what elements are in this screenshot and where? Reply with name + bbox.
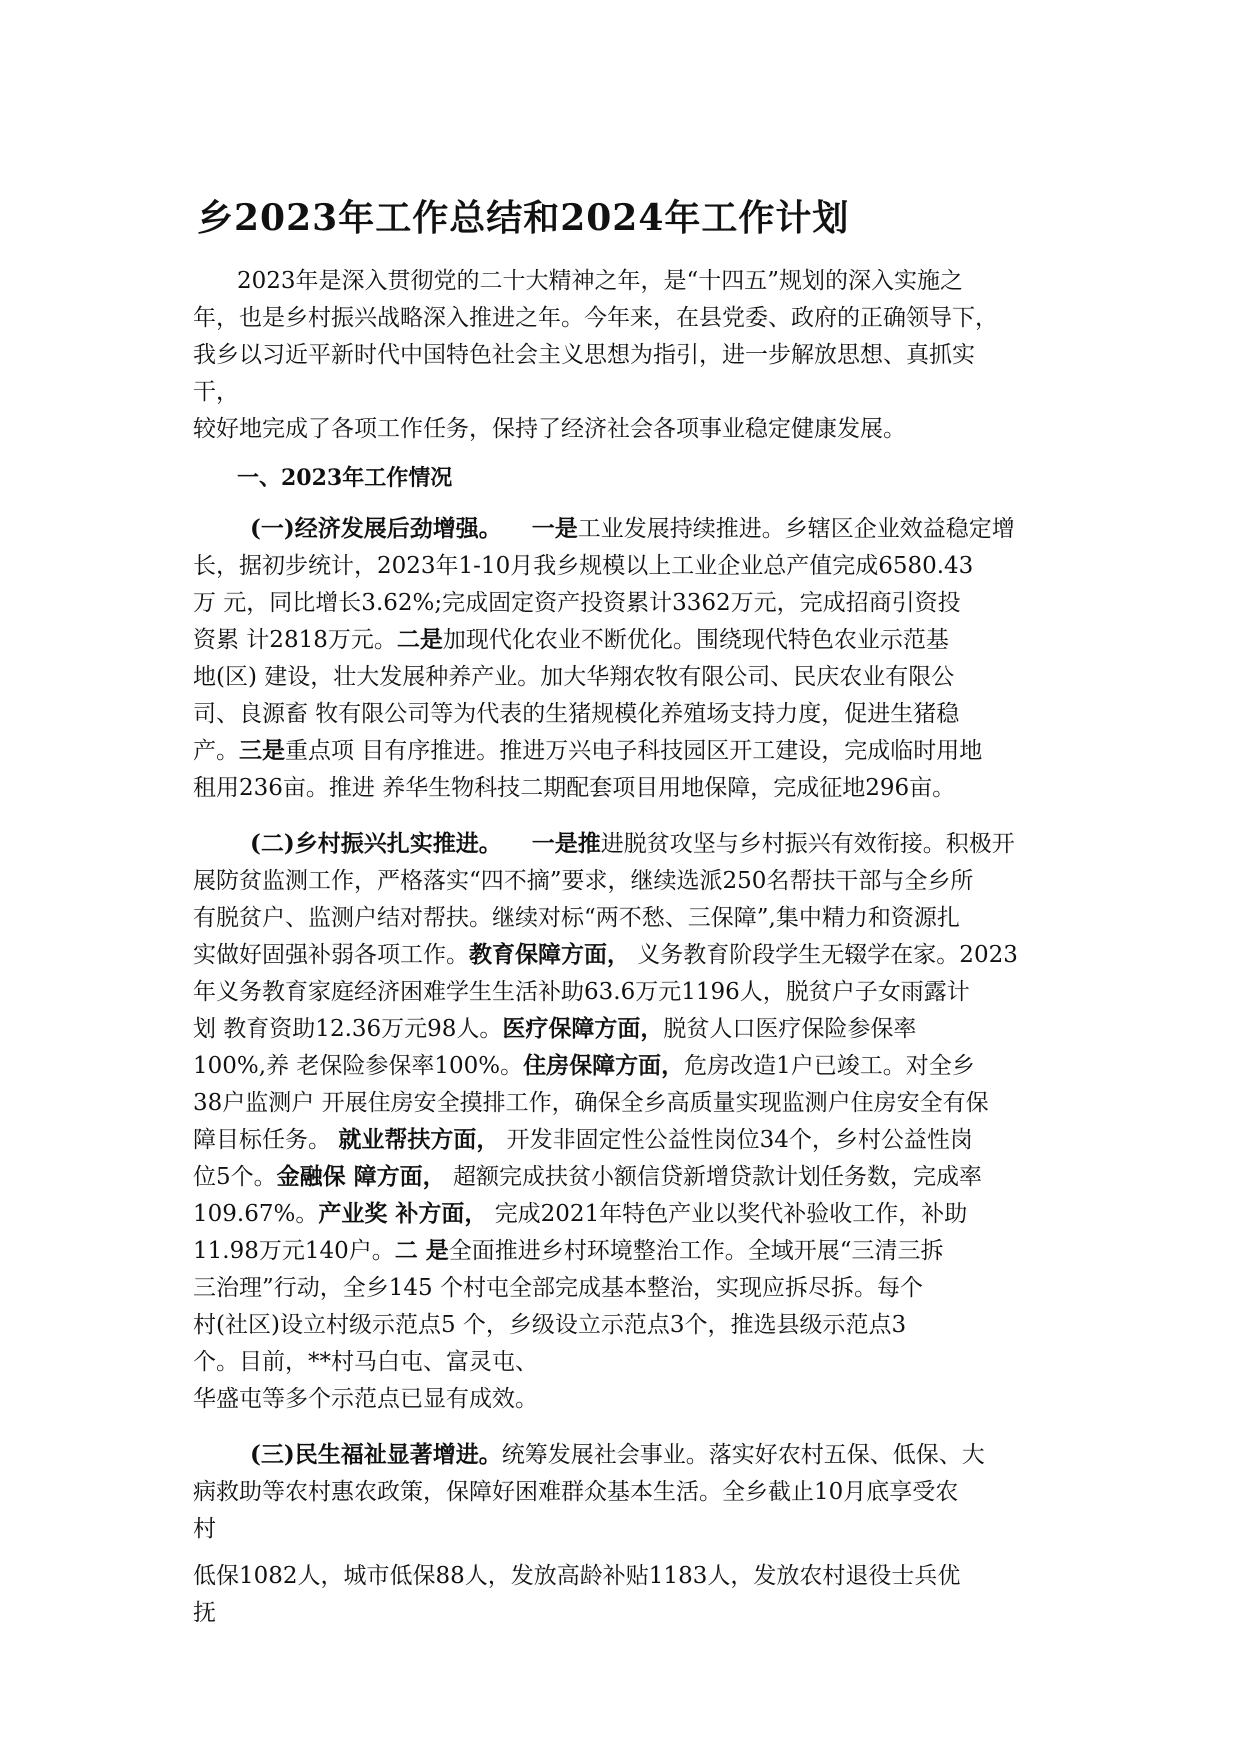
paragraph-text: 进脱贫攻坚与乡村振兴有效衔接。积极开 bbox=[600, 831, 1015, 857]
paragraph-text: 加现代化农业不断优化。围绕现代特色农业示范基 bbox=[442, 627, 949, 653]
paragraph-text: 完成2021年特色产业以奖代补验收工作，补助 bbox=[487, 1201, 968, 1227]
paragraph-text: 危房改造1户已竣工。对全乡 bbox=[684, 1053, 975, 1079]
paragraph-line: 地(区) 建设，壮大发展种养产业。加大华翔农牧有限公司、民庆农业有限公 bbox=[193, 664, 955, 690]
section-heading: 一、2023年工作情况 bbox=[237, 465, 453, 491]
intro-line: 我乡以习近平新时代中国特色社会主义思想为指引，进一步解放思想、真抓实 bbox=[193, 342, 975, 368]
paragraph-line: 三治理”行动，全乡145 个村屯全部完成基本整治，实现应拆尽拆。每个 bbox=[193, 1275, 923, 1301]
paragraph-line: 长，据初步统计，2023年1-10月我乡规模以上工业企业总产值完成6580.43 bbox=[193, 553, 974, 579]
paragraph-line bbox=[250, 1440, 985, 1470]
paragraph-line: 司、良源畜 牧有限公司等为代表的生猪规模化养殖场支持力度，促进生猪稳 bbox=[193, 701, 960, 727]
paragraph-line: 个。目前，**村马白屯、富灵屯、 bbox=[193, 1349, 538, 1375]
paragraph-text: 超额完成扶贫小额信贷新增贷款计划任务数，完成率 bbox=[445, 1164, 982, 1190]
keyword: 教育保障方面， bbox=[469, 941, 630, 968]
paragraph-line bbox=[193, 736, 982, 766]
subsection-heading: (三)民生福祉显著增进。 bbox=[250, 1441, 502, 1468]
paragraph-line: 年义务教育家庭经济困难学生生活补助63.6万元1196人，脱贫户子女雨露计 bbox=[193, 979, 970, 1005]
paragraph-line: 展防贫监测工作，严格落实“四不摘”要求，继续选派250名帮扶干部与全乡所 bbox=[193, 868, 974, 894]
paragraph-line: 抚 bbox=[193, 1600, 216, 1626]
paragraph-text: 脱贫人口医疗保险参保率 bbox=[663, 1016, 917, 1042]
keyword: 就业帮扶方面， bbox=[338, 1126, 500, 1153]
intro-line: 干， bbox=[193, 379, 239, 405]
paragraph-text: 重点项 目有序推进。推进万兴电子科技园区开工建设，完成临时用地 bbox=[285, 738, 983, 764]
paragraph-line: 村(社区)设立村级示范点5 个，乡级设立示范点3个，推选县级示范点3 bbox=[193, 1312, 907, 1338]
paragraph-text: 义务教育阶段学生无辍学在家。2023 bbox=[630, 942, 1018, 968]
keyword: 产业奖 补方面， bbox=[318, 1200, 488, 1227]
paragraph-text: 全面推进乡村环境整治工作。全域开展“三清三拆 bbox=[448, 1238, 944, 1264]
subsection-heading: (一)经济发展后劲增强。 bbox=[250, 515, 502, 542]
paragraph-line bbox=[193, 1051, 975, 1081]
paragraph-text: 实做好固强补弱各项工作。 bbox=[193, 942, 469, 968]
paragraph-text: 资累 计2818万元。 bbox=[193, 627, 397, 653]
paragraph-line: 租用236亩。推进 养华生物科技二期配套项目用地保障，完成征地296亩。 bbox=[193, 775, 956, 801]
intro-line: 年，也是乡村振兴战略深入推进之年。今年来，在县党委、政府的正确领导下， bbox=[193, 305, 998, 331]
keyword: 二 是 bbox=[394, 1237, 449, 1264]
paragraph-line: 38户监测户 开展住房安全摸排工作，确保全乡高质量实现监测户住房安全有保 bbox=[193, 1090, 989, 1116]
paragraph-line bbox=[193, 940, 1018, 970]
paragraph-text: 开发非固定性公益性岗位34个，乡村公益性岗 bbox=[499, 1127, 973, 1153]
paragraph-line bbox=[250, 829, 1015, 859]
paragraph-line bbox=[250, 514, 1015, 544]
paragraph-text: 障目标任务。 bbox=[193, 1127, 339, 1153]
paragraph-text: 划 教育资助12.36万元98人。 bbox=[193, 1016, 503, 1042]
intro-line: 较好地完成了各项工作任务，保持了经济社会各项事业稳定健康发展。 bbox=[193, 416, 906, 442]
intro-line: 2023年是深入贯彻党的二十大精神之年，是“十四五”规划的深入实施之 bbox=[237, 268, 964, 294]
paragraph-text: 位5个。 bbox=[193, 1164, 277, 1190]
paragraph-text: 100%,养 老保险参保率100%。 bbox=[193, 1053, 524, 1079]
paragraph-text: 工业发展持续推进。乡辖区企业效益稳定增 bbox=[577, 516, 1015, 542]
paragraph-line: 万 元，同比增长3.62%;完成固定资产投资累计3362万元，完成招商引资投 bbox=[193, 590, 961, 616]
paragraph-line: 村 bbox=[193, 1516, 216, 1542]
paragraph-line bbox=[193, 1236, 944, 1266]
paragraph-line bbox=[193, 1014, 916, 1044]
paragraph-line bbox=[193, 1162, 982, 1192]
paragraph-line bbox=[193, 625, 949, 655]
paragraph-text: 产。 bbox=[193, 738, 239, 764]
paragraph-line: 病救助等农村惠农政策，保障好困难群众基本生活。全乡截止10月底享受农 bbox=[193, 1479, 959, 1505]
subsection-heading: (二)乡村振兴扎实推进。 bbox=[250, 830, 502, 857]
keyword: 二是 bbox=[396, 626, 443, 653]
paragraph-line: 低保1082人，城市低保88人，发放高龄补贴1183人，发放农村退役士兵优 bbox=[193, 1563, 961, 1589]
keyword: 一是推 bbox=[531, 830, 601, 857]
keyword: 金融保 障方面， bbox=[276, 1163, 446, 1190]
keyword: 一是 bbox=[531, 515, 578, 542]
paragraph-line: 华盛屯等多个示范点已显有成效。 bbox=[193, 1386, 538, 1412]
document-title: 乡2023年工作总结和2024年工作计划 bbox=[197, 197, 850, 239]
keyword: 医疗保障方面， bbox=[502, 1015, 664, 1042]
paragraph-line bbox=[193, 1199, 967, 1229]
paragraph-text: 11.98万元140户。 bbox=[193, 1238, 395, 1264]
keyword: 三是 bbox=[239, 737, 285, 764]
paragraph-text: 109.67%。 bbox=[193, 1201, 319, 1227]
paragraph-text: 统筹发展社会事业。落实好农村五保、低保、大 bbox=[501, 1442, 985, 1468]
paragraph-line bbox=[193, 1125, 973, 1155]
paragraph-line: 有脱贫户、监测户结对帮扶。继续对标“两不愁、三保障”,集中精力和资源扎 bbox=[193, 905, 960, 931]
keyword: 住房保障方面， bbox=[523, 1052, 685, 1079]
